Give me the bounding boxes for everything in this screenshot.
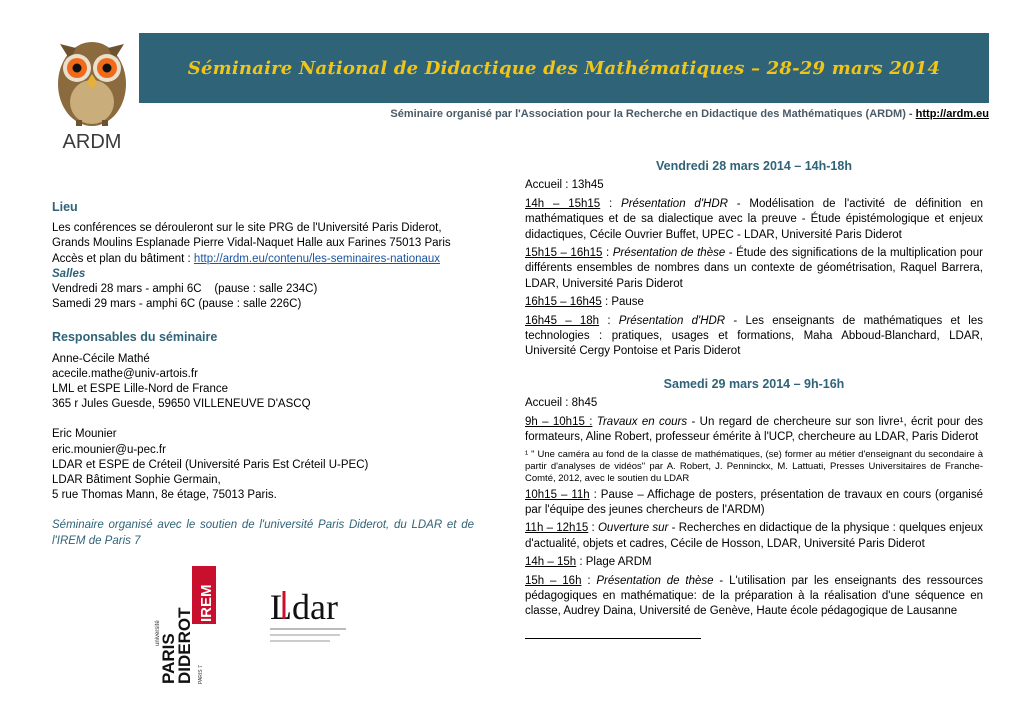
person2-lab: LDAR et ESPE de Créteil (Université Paris Est Créteil U-PEC) <box>52 458 369 471</box>
item-sep: : <box>589 488 601 501</box>
ardm-logo <box>46 24 138 154</box>
item-sep: : <box>602 247 613 260</box>
samedi-item-4 <box>525 555 983 570</box>
item-time: 15h15 – 16h15 <box>525 247 603 260</box>
item-text: - Modélisation de l'activité de définition en mathématiques et de sa dialectique avec la preuve - Étude épistémologique et enjeux didactiques, Cécile Ouvrier Buffet, UPEC - LDAR, Université Paris Diderot <box>525 197 983 241</box>
item-time: 14h – 15h15 <box>525 197 601 210</box>
person1-email: acecile.mathe@univ-artois.fr <box>52 367 198 380</box>
item-sep: : <box>581 574 597 587</box>
item-sep: : <box>576 556 586 569</box>
item-time: 10h15 – 11h <box>525 488 590 501</box>
item-sep: : <box>599 314 619 327</box>
lieu-access <box>52 252 474 267</box>
irem-text: IREM <box>198 584 215 622</box>
item-time: 16h45 – 18h <box>525 314 600 327</box>
separator-line <box>525 638 701 639</box>
person2-email: eric.mounier@u-pec.fr <box>52 443 166 456</box>
salles-label: Salles <box>52 267 86 280</box>
paris-text: PARIS <box>159 633 178 684</box>
vendredi-item-1 <box>525 197 983 243</box>
person1-lab: LML et ESPE Lille-Nord de France <box>52 383 228 396</box>
item-sep: : <box>600 197 622 210</box>
item-time: 15h – 16h <box>525 574 582 587</box>
item-time: 16h15 – 16h45 <box>525 296 602 309</box>
item-text: - Recherches en didactique de la physique : quelques enjeux d'actualité, objets et cadres, Cécile de Hosson, LDAR, Université Paris Diderot <box>525 522 983 550</box>
item-text: - Les enseignants de mathématiques et les technologies : pratiques, usages et formations, Maha Abboud-Blanchard, LDAR, Université Cergy Pontoise et Paris Diderot <box>525 314 983 358</box>
salle-vendredi: Vendredi 28 mars - amphi 6C (pause : salle 234C) <box>52 283 318 296</box>
item-type: Travaux en cours <box>592 415 688 428</box>
programme-column <box>525 159 983 639</box>
item-text: - Étude des significations de la multiplication pour différents ensembles de nombres dans un contexte de géométrisation, Raquel Barrera, LDAR, Université Paris Diderot <box>525 247 983 290</box>
item-type: Présentation d'HDR <box>618 314 726 327</box>
item-text: Pause – Affichage de posters, présentation de travaux en cours (organisé par l'équipe des jeunes chercheurs de l'ARDM) <box>525 488 983 516</box>
samedi-title: Samedi 29 mars 2014 – 9h-16h <box>663 376 845 391</box>
samedi-accueil: Accueil : 8h45 <box>525 397 598 410</box>
item-sep: : <box>601 296 612 309</box>
footnote: ¹ " Une caméra au fond de la classe de mathématiques, (se) former au métier d'enseignant du secondaire à partir d'analyses de vidéos" par A. Robert, J. Penninckx, M. Lattuati, Presses Universitaires de Franche-Comté, 2012, avec le soutien du LDAR <box>525 448 983 484</box>
person2-name: Eric Mounier <box>52 428 117 441</box>
subtitle-text: Séminaire organisé par l'Association pour la Recherche en Didactique des Mathématiques (ARDM) - <box>390 108 916 120</box>
diderot-text: DIDEROT <box>175 607 194 684</box>
samedi-item-1 <box>525 415 983 446</box>
item-type: Présentation de thèse <box>596 574 714 587</box>
page-title: Séminaire National de Didactique des Mathématiques – 28-29 mars 2014 <box>187 57 941 79</box>
samedi-item-5 <box>525 574 983 620</box>
item-text: - L'utilisation par les enseignants des ressources pédagogiques en mathématique: de la préparation à la réalisation d'une séquence en classe, Audrey Daina, Université de Genève, Haute école pédagogique de Lausanne <box>525 574 983 618</box>
lieu-title: Lieu <box>52 200 78 214</box>
item-type: Présentation de thèse <box>612 247 726 260</box>
samedi-item-2 <box>525 488 983 519</box>
item-time: 14h – 15h <box>525 556 577 569</box>
lieu-line1: Les conférences se dérouleront sur le site PRG de l'Université Paris Diderot, <box>52 222 442 235</box>
item-text: Plage ARDM <box>585 556 652 569</box>
universite-text: université <box>155 620 161 646</box>
item-text: - Un regard de chercheure sur son livre¹, écrit pour des formateurs, Aline Robert, professeur émérite à l'UCP, chercheure au LDAR, Paris Diderot <box>525 415 984 444</box>
lieu-line2: Grands Moulins Esplanade Pierre Vidal-Naquet Halle aux Farines 75013 Paris <box>52 237 451 250</box>
vendredi-accueil: Accueil : 13h45 <box>525 179 604 192</box>
item-type: Présentation d'HDR <box>621 197 728 210</box>
vendredi-item-3 <box>525 295 983 310</box>
vendredi-title: Vendredi 28 mars 2014 – 14h-18h <box>656 159 852 173</box>
item-time: 11h – 12h15 <box>525 522 589 535</box>
item-sep: : <box>588 522 598 535</box>
person1-name: Anne-Cécile Mathé <box>52 352 150 365</box>
item-type: Ouverture sur <box>597 522 669 535</box>
person2-address: 5 rue Thomas Mann, 8e étage, 75013 Paris. <box>52 489 277 502</box>
samedi-item-3 <box>525 521 983 552</box>
left-column <box>52 200 474 549</box>
vendredi-item-4 <box>525 314 983 360</box>
ardm-link[interactable]: http://ardm.eu <box>915 108 989 120</box>
item-text: Pause <box>611 296 644 309</box>
support-note: Séminaire organisé avec le soutien de l'université Paris Diderot, du LDAR et de l'IREM de Paris 7 <box>52 519 474 547</box>
responsables-title: Responsables du séminaire <box>52 330 218 345</box>
access-link[interactable]: http://ardm.eu/contenu/les-seminaires-nationaux <box>193 252 441 265</box>
person2-building: LDAR Bâtiment Sophie Germain, <box>52 474 221 487</box>
access-prefix: Accès et plan du bâtiment : <box>52 252 194 265</box>
ldar-text: Ldar <box>270 587 338 627</box>
vendredi-item-2 <box>525 246 983 292</box>
ardm-logo-text: ARDM <box>62 131 122 153</box>
paris7-text: PARIS 7 <box>198 665 204 684</box>
person1-address: 365 r Jules Guesde, 59650 VILLENEUVE D'ASCQ <box>52 398 311 411</box>
paris-diderot-logo <box>150 562 220 687</box>
salle-samedi: Samedi 29 mars - amphi 6C (pause : salle 226C) <box>52 298 302 311</box>
subtitle <box>390 108 989 120</box>
item-time: 9h – 10h15 : <box>525 415 593 428</box>
ldar-logo <box>270 585 350 645</box>
title-banner <box>139 33 989 103</box>
